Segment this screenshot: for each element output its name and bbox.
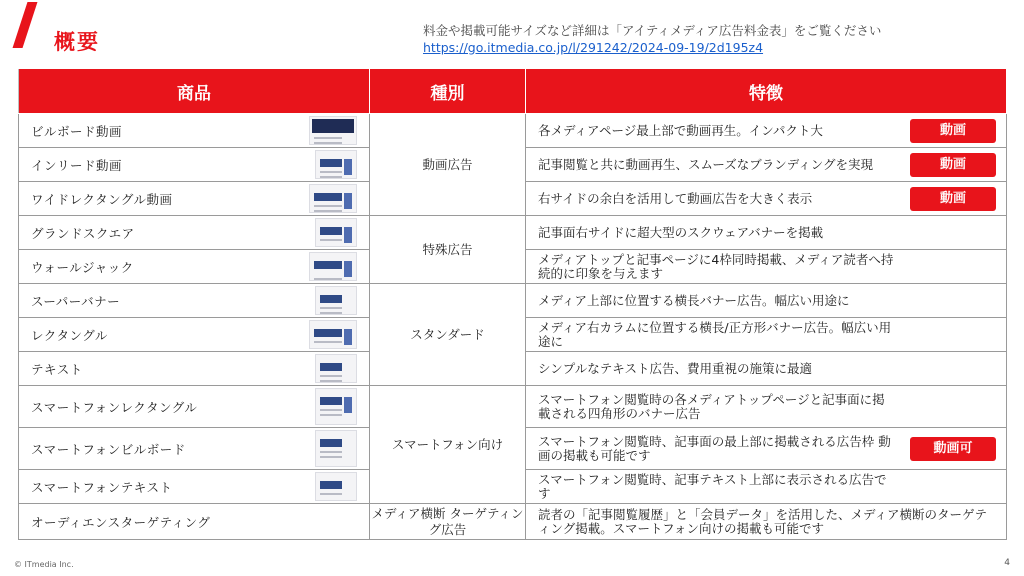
table-row — [19, 114, 1007, 148]
rate-card-link[interactable]: https://go.itmedia.co.jp/l/291242/2024-09-19/2d195z4 — [423, 40, 764, 55]
product-name: インリード動画 — [31, 157, 123, 173]
feature-text: シンプルなテキスト広告、費用重視の施策に最適 — [538, 360, 812, 376]
feature-text: 右サイドの余白を活用して動画広告を大きく表示 — [538, 190, 813, 206]
product-cell — [19, 352, 370, 386]
product-name: スマートフォンレクタングル — [31, 399, 198, 415]
table-row — [19, 386, 1007, 428]
ad-preview-thumbnail — [315, 430, 357, 467]
feature-text: 記事面右サイドに超大型のスクウェアバナーを掲載 — [538, 224, 824, 240]
feature-text: スマートフォン閲覧時の各メディアトップページと記事面に掲載される四角形のバナー広告 — [538, 391, 885, 421]
ad-preview-thumbnail — [315, 150, 357, 179]
feature-cell — [526, 352, 1007, 386]
product-cell — [19, 250, 370, 284]
copyright: © ITmedia Inc. — [14, 560, 74, 569]
ad-preview-thumbnail — [315, 286, 357, 315]
column-header-category: 種別 — [370, 69, 526, 114]
product-cell — [19, 148, 370, 182]
table-header-row — [19, 69, 1007, 114]
feature-text: メディアトップと記事ページに4枠同時掲載、メディア読者へ持続的に印象を与えます — [538, 251, 894, 281]
ad-preview-thumbnail — [309, 252, 357, 281]
product-name: スマートフォンテキスト — [31, 479, 173, 495]
table-row — [19, 284, 1007, 318]
feature-text: 各メディアページ最上部で動画再生。インパクト大 — [538, 122, 823, 138]
product-cell — [19, 386, 370, 428]
feature-text: メディア上部に位置する横長バナー広告。幅広い用途に — [538, 292, 850, 308]
feature-cell — [526, 428, 1007, 470]
product-cell — [19, 216, 370, 250]
column-header-feature: 特徴 — [526, 69, 1007, 114]
ad-preview-thumbnail — [315, 472, 357, 501]
video-available-badge: 動画可 — [910, 437, 996, 461]
header-note — [423, 22, 881, 56]
page-number: 4 — [1004, 558, 1010, 568]
product-cell — [19, 470, 370, 504]
page-title: 概要 — [54, 30, 100, 54]
feature-cell — [526, 284, 1007, 318]
ad-preview-thumbnail — [309, 116, 357, 145]
table-row — [19, 504, 1007, 540]
feature-cell — [526, 504, 1007, 540]
ad-preview-thumbnail — [309, 184, 357, 213]
feature-cell — [526, 250, 1007, 284]
ad-preview-thumbnail — [315, 388, 357, 425]
feature-cell — [526, 182, 1007, 216]
feature-text: メディア右カラムに位置する横長/正方形バナー広告。幅広い用途に — [538, 319, 892, 349]
category-cell: スマートフォン向け — [370, 386, 526, 504]
product-cell — [19, 428, 370, 470]
feature-cell — [526, 114, 1007, 148]
table-row — [19, 216, 1007, 250]
product-cell — [19, 504, 370, 540]
product-cell — [19, 114, 370, 148]
feature-cell — [526, 318, 1007, 352]
product-cell — [19, 182, 370, 216]
ad-preview-thumbnail — [309, 320, 357, 349]
feature-text: スマートフォン閲覧時、記事面の最上部に掲載される広告枠 動画の掲載も可能です — [538, 433, 891, 463]
video-badge: 動画 — [910, 153, 996, 177]
feature-text: 記事閲覧と共に動画再生、スムーズなブランディングを実現 — [538, 156, 874, 172]
category-cell: 特殊広告 — [370, 216, 526, 284]
product-name: ウォールジャック — [31, 259, 134, 275]
feature-text: スマートフォン閲覧時、記事テキスト上部に表示される広告です — [538, 471, 887, 501]
category-cell: メディア横断 ターゲティング広告 — [370, 504, 526, 540]
ad-preview-thumbnail — [315, 218, 357, 247]
ad-preview-thumbnail — [315, 354, 357, 383]
ad-products-table — [18, 68, 1007, 540]
product-name: ワイドレクタングル動画 — [31, 191, 173, 207]
feature-cell — [526, 470, 1007, 504]
feature-text: 読者の「記事閲覧履歴」と「会員データ」を活用した、メディア横断のターゲティング掲載。スマートフォン向けの掲載も可能です — [538, 506, 988, 536]
feature-cell — [526, 216, 1007, 250]
header-note-text: 料金や掲載可能サイズなど詳細は「アイティメディア広告料金表」をご覧ください — [423, 23, 882, 38]
column-header-product: 商品 — [19, 69, 370, 114]
feature-cell — [526, 148, 1007, 182]
feature-cell — [526, 386, 1007, 428]
product-cell — [19, 284, 370, 318]
product-name: テキスト — [31, 361, 83, 377]
product-name: スマートフォンビルボード — [31, 441, 186, 457]
brand-slash-mark — [13, 2, 38, 48]
category-cell: スタンダード — [370, 284, 526, 386]
product-name: レクタングル — [31, 327, 108, 343]
video-badge: 動画 — [910, 119, 996, 143]
product-name: スーパーバナー — [31, 293, 121, 309]
video-badge: 動画 — [910, 187, 996, 211]
product-name: グランドスクエア — [31, 225, 135, 241]
product-cell — [19, 318, 370, 352]
product-name: オーディエンスターゲティング — [31, 514, 211, 530]
category-cell: 動画広告 — [370, 114, 526, 216]
product-name: ビルボード動画 — [31, 123, 123, 139]
